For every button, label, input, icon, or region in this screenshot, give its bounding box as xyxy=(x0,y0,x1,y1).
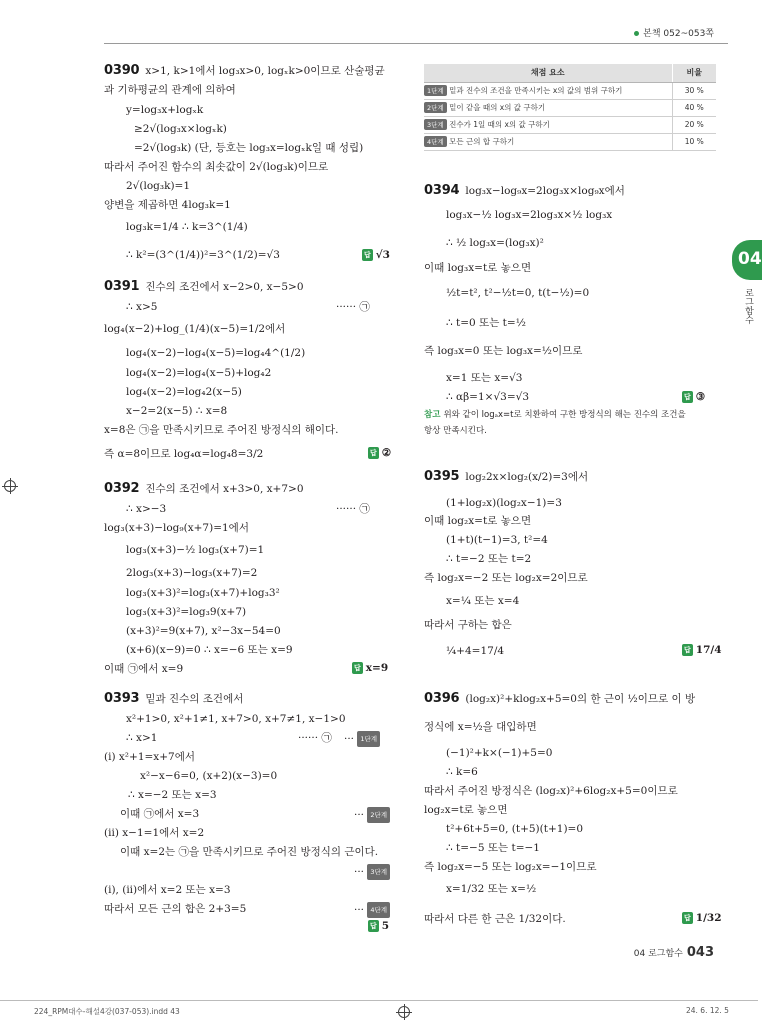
solution-line: 이때 log₂x=t로 놓으면 xyxy=(424,515,532,527)
solution-line: t²+6t+5=0, (t+5)(t+1)=0 xyxy=(446,823,584,835)
table-row: 2단계 밑이 같을 때의 x의 값 구하기 40 % xyxy=(424,99,716,116)
solution-line: 따라서 구하는 합은 xyxy=(424,619,512,631)
solution-line: ∴ ½ log₃x=(log₃x)² xyxy=(446,237,544,249)
solution-line: log₃(x+3)²=log₃(x+7)+log₃3² xyxy=(126,587,280,599)
answer-icon: 답 xyxy=(370,449,377,457)
solution-line: (x+3)²=9(x+7), x²−3x−54=0 xyxy=(126,625,281,637)
answer-icon: 답 xyxy=(684,914,691,922)
solution-line: 2√(log₃k)=1 xyxy=(126,180,191,192)
solution-line: ∴ x>1 xyxy=(126,732,158,744)
answer-badge: 답 1/32 xyxy=(684,912,722,924)
answer-badge: 답 √3 xyxy=(364,249,390,261)
solution-line: ∴ t=−5 또는 t=−1 xyxy=(446,842,540,854)
answer-badge: 답 x=9 xyxy=(354,662,389,674)
solution-line: x=8은 ㉠을 만족시키므로 주어진 방정식의 해이다. xyxy=(104,424,339,436)
registration-mark-icon xyxy=(4,480,16,492)
problem-number: 0393 xyxy=(104,691,140,706)
step-label: 2단계 xyxy=(424,102,447,113)
problem-number: 0390 xyxy=(104,63,140,78)
solution-line: 따라서 주어진 함수의 최솟값이 2√(log₃k)이므로 xyxy=(104,161,329,173)
step-marker: ··· 1단계 xyxy=(344,731,380,747)
file-name: 224_RPM대수-해설4강(037-053).indd 43 xyxy=(34,1007,180,1016)
solution-line: ¼+4=17/4 xyxy=(446,645,505,657)
problem-0394-line: 0394 log₃x−log₉x=2log₃x×log₉x에서 xyxy=(424,183,625,198)
solution-line: 2log₃(x+3)−log₃(x+7)=2 xyxy=(126,567,258,579)
registration-mark-icon xyxy=(398,1006,410,1018)
top-rule xyxy=(104,43,728,44)
solution-line: 정식에 x=½을 대입하면 xyxy=(424,721,537,733)
grading-table-header xyxy=(424,64,716,82)
answer-icon: 답 xyxy=(370,922,377,930)
chapter-tab: 04 xyxy=(732,240,762,280)
solution-line: x−2=2(x−5) ∴ x=8 xyxy=(126,405,228,417)
answer-icon: 답 xyxy=(684,393,691,401)
solution-line: log₃(x+3)−log₉(x+7)=1에서 xyxy=(104,522,249,534)
note: 참고 위와 같이 logₐx=t로 치환하여 구한 방정식의 해는 진수의 조건을 xyxy=(424,410,686,420)
problem-0393-line: 0393 밑과 진수의 조건에서 xyxy=(104,691,244,706)
page-footer: 04 로그함수 043 xyxy=(633,945,714,960)
solution-line: x=1 또는 x=√3 xyxy=(446,372,523,384)
solution-line: x²+1>0, x²+1≠1, x+7>0, x+7≠1, x−1>0 xyxy=(126,713,346,725)
solution-line: 즉 log₃x=0 또는 log₃x=½이므로 xyxy=(424,345,583,357)
solution-line: (−1)²+k×(−1)+5=0 xyxy=(446,747,553,759)
solution-line: y=log₃x+logₓk xyxy=(126,104,204,116)
solution-line: ∴ x=−2 또는 x=3 xyxy=(128,789,217,801)
answer-badge: 답 ③ xyxy=(684,391,706,403)
solution-line: 과 기하평균의 관계에 의하여 xyxy=(104,84,236,96)
solution-line: log₃(x+3)−½ log₃(x+7)=1 xyxy=(126,544,265,556)
solution-line: 이때 ㉠에서 x=3 xyxy=(120,808,200,820)
solution-line: (i), (ii)에서 x=2 또는 x=3 xyxy=(104,884,231,896)
note-continued: 항상 만족시킨다. xyxy=(424,426,487,436)
note-label: 참고 xyxy=(424,410,441,420)
answer-badge: 답 ② xyxy=(370,447,392,459)
problem-0391-line: 0391 진수의 조건에서 x−2>0, x−5>0 xyxy=(104,279,304,294)
solution-line: ∴ αβ=1×√3=√3 xyxy=(446,391,529,403)
solution-line: (i) x²+1=x+7에서 xyxy=(104,751,195,763)
step-label: 4단계 xyxy=(424,136,447,147)
condition-marker: ······ ㉠ xyxy=(336,301,370,313)
problem-number: 0396 xyxy=(424,691,460,706)
solution-line: 따라서 모든 근의 합은 2+3=5 xyxy=(104,903,247,915)
answer-icon: 답 xyxy=(354,664,361,672)
answer-badge: 답 17/4 xyxy=(684,644,722,656)
column-header: 채점 요소 xyxy=(424,64,672,82)
problem-0395-line: 0395 log₂2x×log₂(x/2)=3에서 xyxy=(424,469,589,484)
solution-line: (1+log₂x)(log₂x−1)=3 xyxy=(446,497,562,509)
solution-line: =2√(log₃k) (단, 등호는 log₃x=logₓk일 때 성립) xyxy=(134,142,364,154)
column-header: 비율 xyxy=(672,64,716,82)
solution-line: (1+t)(t−1)=3, t²=4 xyxy=(446,534,548,546)
solution-line: ∴ k²=(3^(1/4))²=3^(1/2)=√3 xyxy=(126,249,280,261)
problem-number: 0394 xyxy=(424,183,460,198)
solution-line: ∴ x>−3 xyxy=(126,503,167,515)
answer-icon: 답 xyxy=(684,646,691,654)
step-marker: ··· 3단계 xyxy=(354,864,390,880)
step-marker: ··· 4단계 xyxy=(354,902,390,918)
chapter-label: 로그함수 xyxy=(743,288,753,324)
solution-line: log₃(x+3)²=log₃9(x+7) xyxy=(126,606,247,618)
solution-line: 즉 log₂x=−2 또는 log₂x=2이므로 xyxy=(424,572,588,584)
solution-line: 이때 log₃x=t로 놓으면 xyxy=(424,262,532,274)
solution-line: 즉 α=8이므로 log₄α=log₄8=3/2 xyxy=(104,448,264,460)
answer-icon: 답 xyxy=(364,251,371,259)
problem-0392-line: 0392 진수의 조건에서 x+3>0, x+7>0 xyxy=(104,481,304,496)
grading-table xyxy=(424,64,716,151)
solution-line: 따라서 주어진 방정식은 (log₂x)²+6log₂x+5=0이므로 xyxy=(424,785,678,797)
solution-line: log₄(x−2)+log_(1/4)(x−5)=1/2에서 xyxy=(104,323,286,335)
solution-line: ½t=t², t²−½t=0, t(t−½)=0 xyxy=(446,287,590,299)
bullet-icon xyxy=(634,31,639,36)
footer-rule xyxy=(0,1000,758,1001)
problem-0396-line: 0396 (log₂x)²+klog₂x+5=0의 한 근이 ½이므로 이 방 xyxy=(424,691,696,706)
solution-line: log₃x−½ log₃x=2log₃x×½ log₃x xyxy=(446,209,613,221)
solution-line: log₄(x−2)=log₄(x−5)+log₄2 xyxy=(126,367,272,379)
condition-marker: ······ ㉠ xyxy=(336,503,370,515)
problem-number: 0391 xyxy=(104,279,140,294)
solution-line: x=¼ 또는 x=4 xyxy=(446,595,520,607)
solution-line: (x+6)(x−9)=0 ∴ x=−6 또는 x=9 xyxy=(126,644,293,656)
step-marker: ··· 2단계 xyxy=(354,807,390,823)
table-row: 4단계 모든 근의 합 구하기 10 % xyxy=(424,133,716,150)
table-row: 1단계 밑과 진수의 조건을 만족시키는 x의 값의 범위 구하기 30 % xyxy=(424,82,716,99)
solution-line: log₂x=t로 놓으면 xyxy=(424,804,508,816)
solution-line: ∴ t=0 또는 t=½ xyxy=(446,317,526,329)
solution-line: log₄(x−2)−log₄(x−5)=log₄4^(1/2) xyxy=(126,347,306,359)
solution-line: x=1/32 또는 x=½ xyxy=(446,883,537,895)
solution-line: 양변을 제곱하면 4log₃k=1 xyxy=(104,199,231,211)
problem-number: 0392 xyxy=(104,481,140,496)
problem-0390-line: 0390 x>1, k>1에서 log₃x>0, logₓk>0이므로 산술평균 xyxy=(104,63,385,78)
print-date: 24. 6. 12. 5 xyxy=(686,1006,729,1015)
step-label: 3단계 xyxy=(424,119,447,130)
solution-line: 즉 log₂x=−5 또는 log₂x=−1이므로 xyxy=(424,861,597,873)
answer-badge: 답 5 xyxy=(370,920,390,932)
solution-line: ∴ x>5 xyxy=(126,301,158,313)
solution-line: x²−x−6=0, (x+2)(x−3)=0 xyxy=(140,770,278,782)
problem-number: 0395 xyxy=(424,469,460,484)
solution-line: log₄(x−2)=log₄2(x−5) xyxy=(126,386,242,398)
solution-line: ∴ t=−2 또는 t=2 xyxy=(446,553,532,565)
solution-line: ∴ k=6 xyxy=(446,766,478,778)
page-number: 043 xyxy=(686,945,714,960)
solution-line: 따라서 다른 한 근은 1/32이다. xyxy=(424,913,566,925)
step-label: 1단계 xyxy=(424,85,447,96)
condition-marker: ······ ㉠ xyxy=(298,732,332,744)
solution-line: 이때 x=2는 ㉠을 만족시키므로 주어진 방정식의 근이다. xyxy=(120,846,379,858)
page-reference: 본책 052~053쪽 xyxy=(634,26,714,39)
solution-line: 이때 ㉠에서 x=9 xyxy=(104,663,184,675)
table-row: 3단계 진수가 1일 때의 x의 값 구하기 20 % xyxy=(424,116,716,133)
solution-line: (ii) x−1=1에서 x=2 xyxy=(104,827,205,839)
solution-line: log₃k=1/4 ∴ k=3^(1/4) xyxy=(126,221,248,233)
solution-line: ≥2√(log₃x×logₓk) xyxy=(134,123,227,135)
